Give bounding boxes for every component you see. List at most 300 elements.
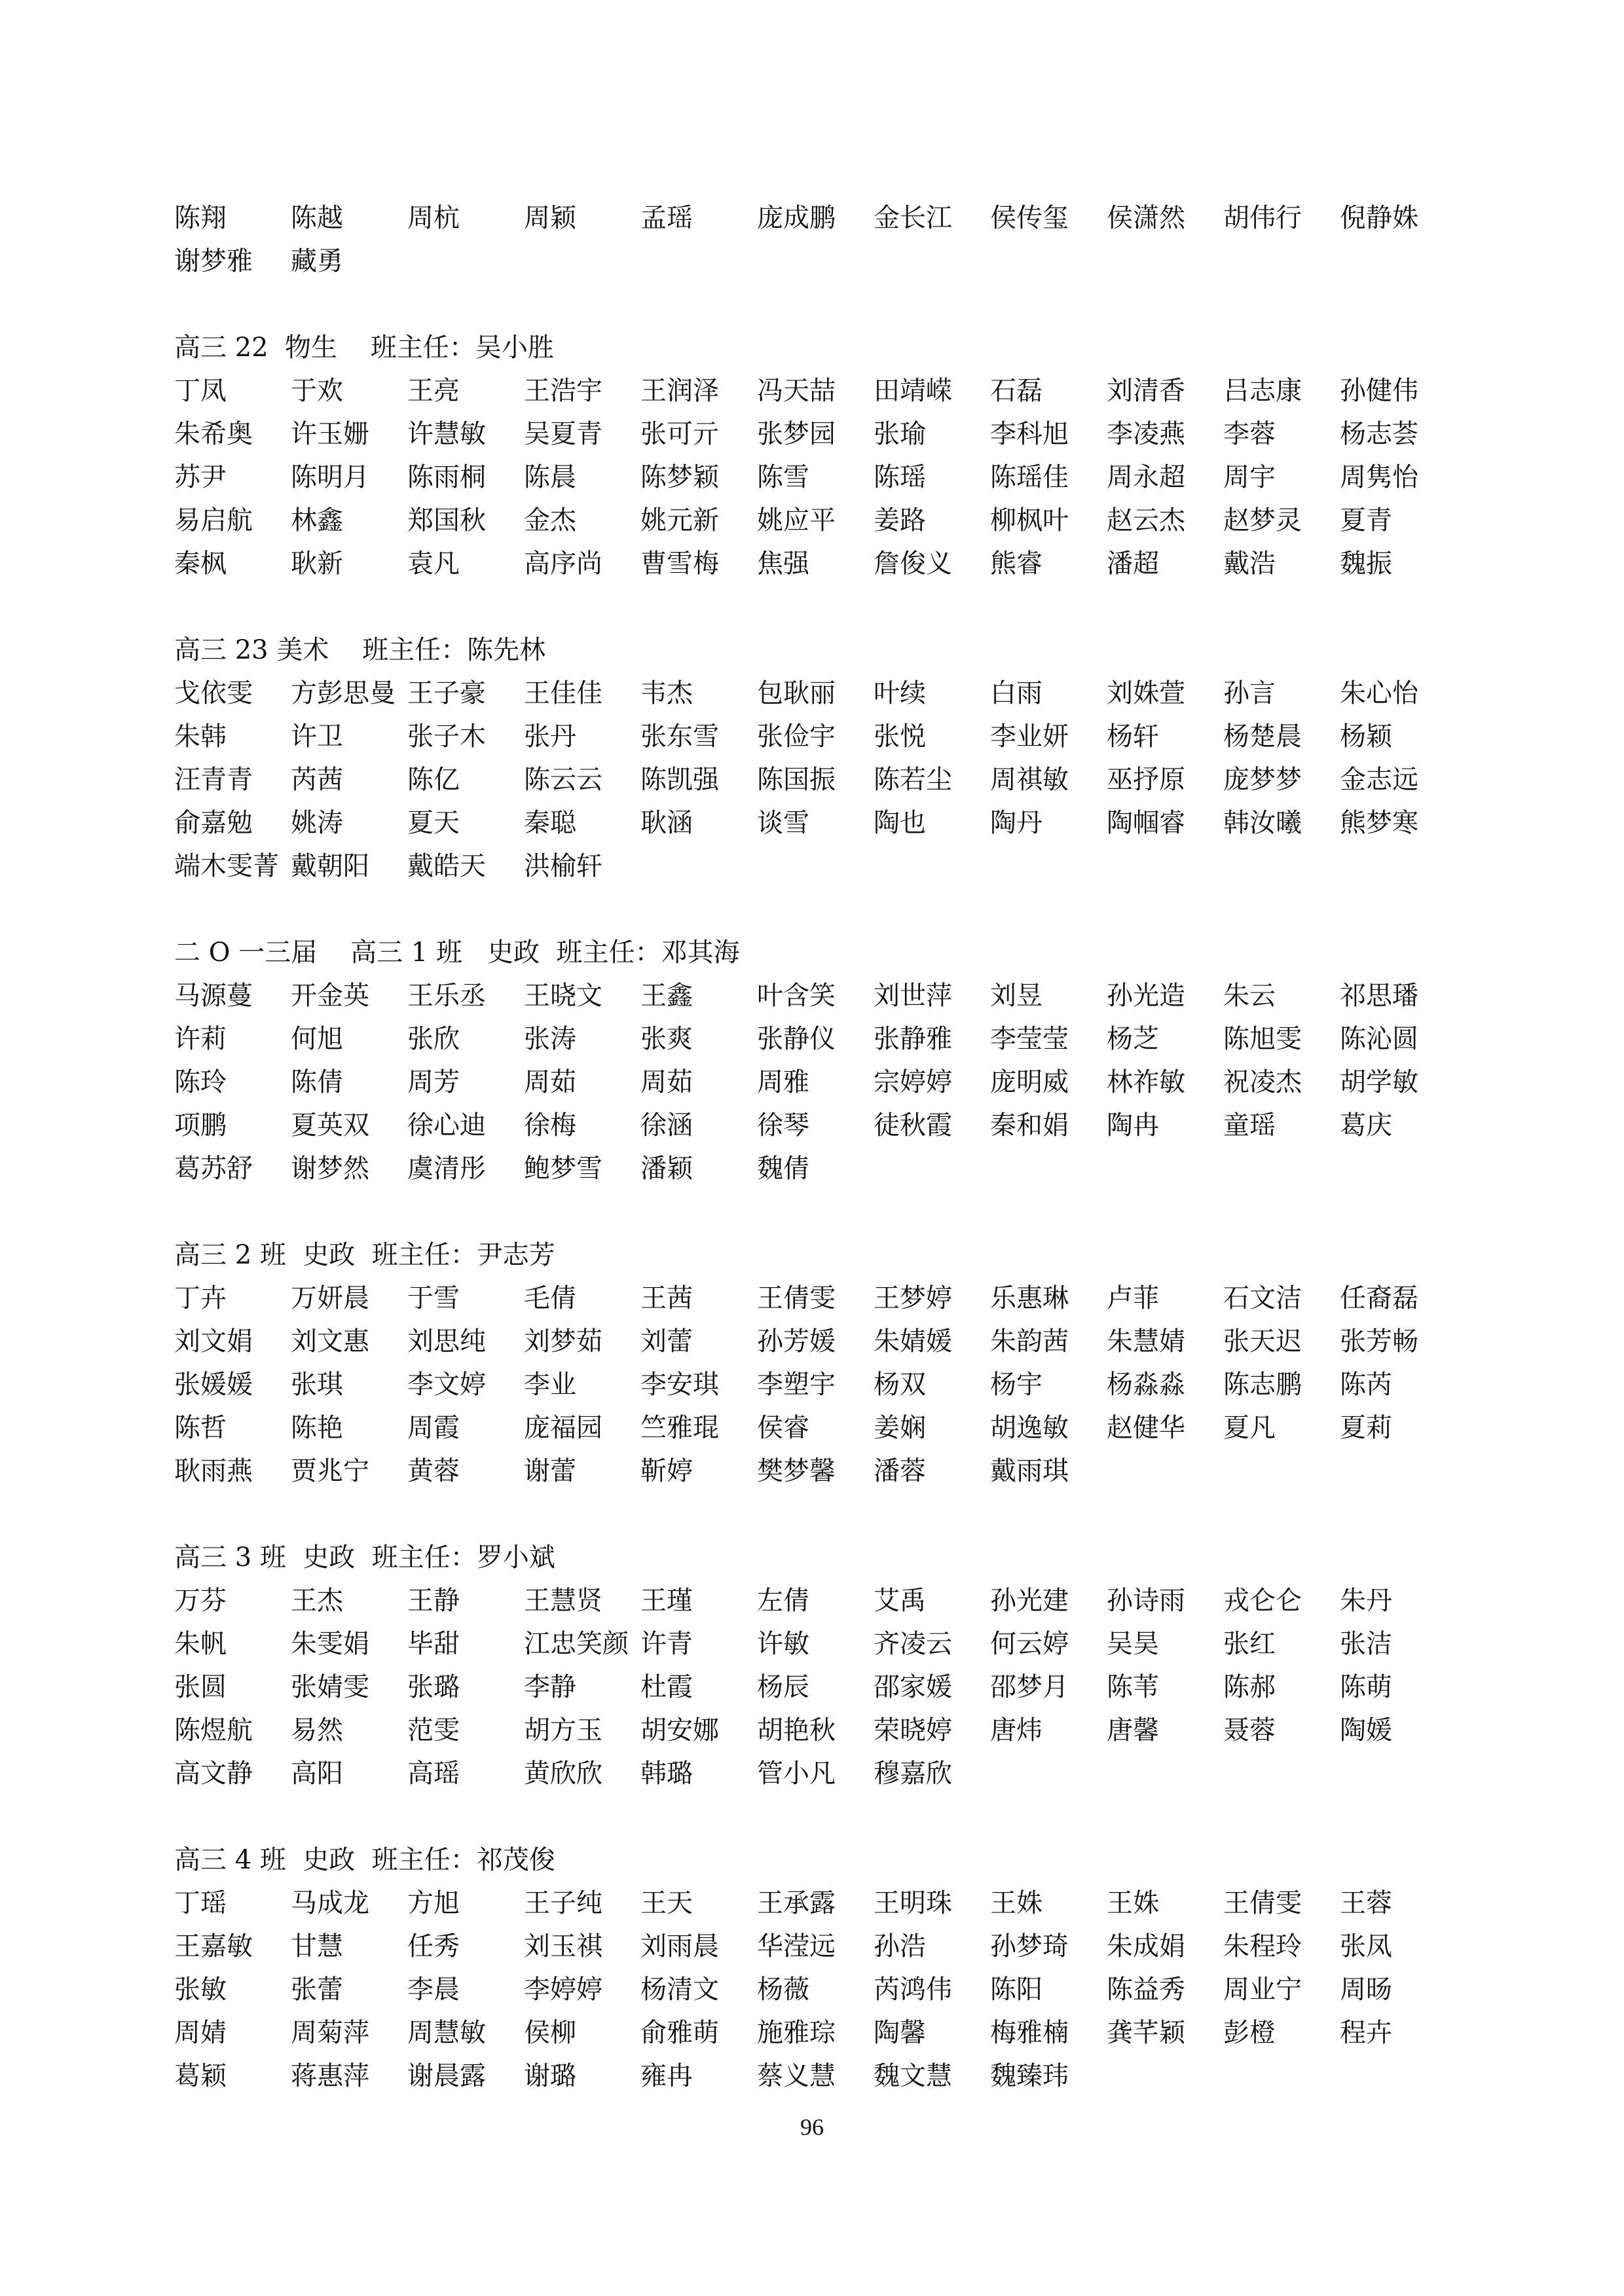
- page-number: 96: [800, 2114, 824, 2140]
- student-name: 曹雪梅: [640, 549, 719, 579]
- student-name: 陈倩: [291, 1067, 343, 1097]
- student-name: 熊睿: [990, 549, 1043, 579]
- student-name: 陈凯强: [640, 765, 719, 795]
- student-name: 张爽: [640, 1024, 693, 1054]
- student-name: 陈雪: [757, 462, 809, 492]
- student-name: 王慧贤: [524, 1586, 602, 1616]
- student-name: 朱慧婧: [1107, 1326, 1185, 1357]
- student-name: 俞雅萌: [640, 2018, 719, 2048]
- student-name: 陈国振: [757, 765, 836, 795]
- student-name: 蒋惠萍: [291, 2061, 369, 2091]
- student-name: 刘玉祺: [524, 1931, 602, 1961]
- student-name: 端木雯菁: [174, 851, 279, 881]
- student-name: 夏青: [1340, 505, 1392, 536]
- student-name: 刘世萍: [874, 981, 952, 1011]
- student-name: 管小凡: [757, 1758, 836, 1789]
- student-name: 谈雪: [757, 808, 809, 838]
- class-section: [174, 629, 1484, 888]
- student-name: 朱丹: [1340, 1586, 1392, 1616]
- student-name: 陈明月: [291, 462, 369, 492]
- student-name: 王鑫: [640, 981, 693, 1011]
- student-name: 李婷婷: [524, 1975, 602, 2005]
- student-name: 周业宁: [1223, 1975, 1302, 2005]
- student-name: 王乐丞: [407, 981, 486, 1011]
- student-name: 许敏: [757, 1629, 809, 1659]
- student-name: 高文静: [174, 1758, 253, 1789]
- student-name: 张婧雯: [291, 1672, 369, 1702]
- name-row: [174, 715, 1484, 758]
- name-row: [174, 672, 1484, 715]
- student-name: 谢璐: [524, 2061, 576, 2091]
- student-name: 朱成娟: [1107, 1931, 1185, 1961]
- student-name: 乐惠琳: [990, 1283, 1069, 1313]
- student-name: 周芳: [407, 1067, 460, 1097]
- student-name: 李塑宇: [757, 1370, 836, 1400]
- student-name: 陈苇: [1107, 1672, 1159, 1702]
- student-name: 葛颖: [174, 2061, 227, 2091]
- student-name: 朱韩: [174, 721, 227, 752]
- student-name: 姜路: [874, 505, 926, 536]
- student-name: 许慧敏: [407, 419, 486, 449]
- student-name: 王瑾: [640, 1586, 693, 1616]
- student-name: 周颖: [524, 203, 576, 233]
- student-name: 陈志鹏: [1223, 1370, 1302, 1400]
- class-section: [174, 931, 1484, 1190]
- student-name: 秦聪: [524, 808, 576, 838]
- student-name: 丁卉: [174, 1283, 227, 1313]
- student-name: 方旭: [407, 1888, 460, 1918]
- student-name: 王倩雯: [1223, 1888, 1302, 1918]
- student-name: 程卉: [1340, 2018, 1392, 2048]
- student-name: 戴雨琪: [990, 1456, 1069, 1486]
- student-name: 祝凌杰: [1223, 1067, 1302, 1097]
- name-row: [174, 1622, 1484, 1666]
- name-row: [174, 240, 1484, 283]
- student-name: 任秀: [407, 1931, 460, 1961]
- student-name: 杨楚晨: [1223, 721, 1302, 752]
- student-name: 王杰: [291, 1586, 343, 1616]
- student-name: 石磊: [990, 376, 1043, 406]
- student-name: 蔡义慧: [757, 2061, 836, 2091]
- name-row: [174, 196, 1484, 240]
- student-name: 张敏: [174, 1975, 227, 2005]
- student-name: 陈艳: [291, 1413, 343, 1443]
- student-name: 耿涵: [640, 808, 693, 838]
- class-heading: 高三 23 美术 班主任：陈先林: [174, 635, 546, 665]
- name-row: [174, 1363, 1484, 1406]
- student-name: 杨志荟: [1340, 419, 1418, 449]
- class-section: [174, 326, 1484, 585]
- student-name: 徐涵: [640, 1110, 693, 1140]
- student-name: 丁凤: [174, 376, 227, 406]
- name-row: [174, 499, 1484, 542]
- student-name: 侯睿: [757, 1413, 809, 1443]
- student-name: 张子木: [407, 721, 486, 752]
- name-row: [174, 1104, 1484, 1147]
- student-name: 耿雨燕: [174, 1456, 253, 1486]
- student-name: 徐心迪: [407, 1110, 486, 1140]
- student-name: 戈依雯: [174, 678, 253, 708]
- student-name: 夏英双: [291, 1110, 369, 1140]
- student-name: 何旭: [291, 1024, 343, 1054]
- student-name: 石文洁: [1223, 1283, 1302, 1313]
- student-name: 杨淼淼: [1107, 1370, 1185, 1400]
- student-name: 张璐: [407, 1672, 460, 1702]
- student-name: 吴夏青: [524, 419, 602, 449]
- student-name: 穆嘉欣: [874, 1758, 952, 1789]
- student-name: 邵梦月: [990, 1672, 1069, 1702]
- student-name: 江忠笑颜: [524, 1629, 629, 1659]
- student-name: 庞福园: [524, 1413, 602, 1443]
- student-name: 葛庆: [1340, 1110, 1392, 1140]
- student-name: 杨薇: [757, 1975, 809, 2005]
- student-name: 李凌燕: [1107, 419, 1185, 449]
- student-name: 芮茜: [291, 765, 343, 795]
- student-name: 张媛媛: [174, 1370, 253, 1400]
- student-name: 孙芳媛: [757, 1326, 836, 1357]
- student-name: 张欣: [407, 1024, 460, 1054]
- student-name: 张静雅: [874, 1024, 952, 1054]
- name-row: [174, 1709, 1484, 1752]
- name-row: [174, 412, 1484, 456]
- student-name: 刘姝萱: [1107, 678, 1185, 708]
- student-name: 叶含笑: [757, 981, 836, 1011]
- student-name: 刘清香: [1107, 376, 1185, 406]
- student-name: 陶媛: [1340, 1715, 1392, 1745]
- student-name: 樊梦馨: [757, 1456, 836, 1486]
- student-name: 韦杰: [640, 678, 693, 708]
- student-name: 杜霞: [640, 1672, 693, 1702]
- student-name: 黄欣欣: [524, 1758, 602, 1789]
- student-name: 马源蔓: [174, 981, 253, 1011]
- student-name: 刘文惠: [291, 1326, 369, 1357]
- student-name: 孙光建: [990, 1586, 1069, 1616]
- student-name: 葛苏舒: [174, 1154, 253, 1184]
- student-name: 魏文慧: [874, 2061, 952, 2091]
- student-name: 詹俊义: [874, 549, 952, 579]
- student-name: 赵云杰: [1107, 505, 1185, 536]
- student-name: 高瑶: [407, 1758, 460, 1789]
- student-name: 宗婷婷: [874, 1067, 952, 1097]
- student-name: 周祺敏: [990, 765, 1069, 795]
- student-name: 周慧敏: [407, 2018, 486, 2048]
- student-name: 戴朝阳: [291, 851, 369, 881]
- student-name: 张梦园: [757, 419, 836, 449]
- student-name: 陈瑶: [874, 462, 926, 492]
- student-name: 胡伟行: [1223, 203, 1302, 233]
- student-name: 林鑫: [291, 505, 343, 536]
- student-name: 秦和娟: [990, 1110, 1069, 1140]
- student-name: 姚应平: [757, 505, 836, 536]
- student-name: 孙浩: [874, 1931, 926, 1961]
- student-name: 范雯: [407, 1715, 460, 1745]
- name-row: [174, 456, 1484, 499]
- class-heading: 高三 2 班 史政 班主任：尹志芳: [174, 1240, 555, 1270]
- student-name: 胡学敏: [1340, 1067, 1418, 1097]
- student-name: 洪榆轩: [524, 851, 602, 881]
- student-name: 朱韵茜: [990, 1326, 1069, 1357]
- student-name: 徐梅: [524, 1110, 576, 1140]
- student-name: 万妍晨: [291, 1283, 369, 1313]
- student-name: 陈旭雯: [1223, 1024, 1302, 1054]
- student-name: 张蕾: [291, 1975, 343, 2005]
- class-section: [174, 1536, 1484, 1795]
- student-name: 张红: [1223, 1629, 1276, 1659]
- student-name: 荣晓婷: [874, 1715, 952, 1745]
- student-name: 潘蓉: [874, 1456, 926, 1486]
- name-row: [174, 974, 1484, 1017]
- student-name: 华滢远: [757, 1931, 836, 1961]
- class-roster: [174, 196, 1484, 2141]
- student-name: 刘梦茹: [524, 1326, 602, 1357]
- student-name: 毕甜: [407, 1629, 460, 1659]
- student-name: 庞明威: [990, 1067, 1069, 1097]
- student-name: 彭橙: [1223, 2018, 1276, 2048]
- student-name: 陈亿: [407, 765, 460, 795]
- student-name: 陶馨: [874, 2018, 926, 2048]
- student-name: 孙梦琦: [990, 1931, 1069, 1961]
- student-name: 周婧: [174, 2018, 227, 2048]
- student-name: 周宇: [1223, 462, 1276, 492]
- student-name: 孟瑶: [640, 203, 693, 233]
- name-row: [174, 1320, 1484, 1363]
- name-row: [174, 369, 1484, 412]
- student-name: 潘颖: [640, 1154, 693, 1184]
- student-name: 邵家媛: [874, 1672, 952, 1702]
- student-name: 许玉姗: [291, 419, 369, 449]
- student-name: 朱程玲: [1223, 1931, 1302, 1961]
- student-name: 项鹏: [174, 1110, 227, 1140]
- student-name: 周霞: [407, 1413, 460, 1443]
- student-name: 王浩宇: [524, 376, 602, 406]
- student-name: 庞梦梦: [1223, 765, 1302, 795]
- student-name: 王承露: [757, 1888, 836, 1918]
- student-name: 张琪: [291, 1370, 343, 1400]
- student-name: 张天迟: [1223, 1326, 1302, 1357]
- student-name: 汪青青: [174, 765, 253, 795]
- student-name: 李科旭: [990, 419, 1069, 449]
- student-name: 毛倩: [524, 1283, 576, 1313]
- student-name: 夏莉: [1340, 1413, 1392, 1443]
- student-name: 李安琪: [640, 1370, 719, 1400]
- student-name: 陈郝: [1223, 1672, 1276, 1702]
- student-name: 侯柳: [524, 2018, 576, 2048]
- student-name: 魏倩: [757, 1154, 809, 1184]
- student-name: 高序尚: [524, 549, 602, 579]
- class-heading: 高三 4 班 史政 班主任：祁茂俊: [174, 1845, 555, 1875]
- student-name: 张涛: [524, 1024, 576, 1054]
- student-name: 谢梦然: [291, 1154, 369, 1184]
- student-name: 陈益秀: [1107, 1975, 1185, 2005]
- student-name: 何云婷: [990, 1629, 1069, 1659]
- student-name: 徐琴: [757, 1110, 809, 1140]
- student-name: 谢梦雅: [174, 246, 253, 276]
- student-name: 胡逸敏: [990, 1413, 1069, 1443]
- student-name: 黄蓉: [407, 1456, 460, 1486]
- student-name: 许卫: [291, 721, 343, 752]
- name-row: [174, 1061, 1484, 1104]
- student-name: 谢晨露: [407, 2061, 486, 2091]
- student-name: 王嘉敏: [174, 1931, 253, 1961]
- student-name: 柳枫叶: [990, 505, 1069, 536]
- name-row: [174, 1277, 1484, 1320]
- student-name: 陈沁圆: [1340, 1024, 1418, 1054]
- student-name: 芮鸿伟: [874, 1975, 952, 2005]
- student-name: 朱云: [1223, 981, 1276, 1011]
- student-name: 潘超: [1107, 549, 1159, 579]
- student-name: 张圆: [174, 1672, 227, 1702]
- student-name: 张洁: [1340, 1629, 1392, 1659]
- student-name: 于雪: [407, 1283, 460, 1313]
- student-name: 白雨: [990, 678, 1043, 708]
- student-name: 张东雪: [640, 721, 719, 752]
- student-name: 胡安娜: [640, 1715, 719, 1745]
- student-name: 赵梦灵: [1223, 505, 1302, 536]
- student-name: 孙健伟: [1340, 376, 1418, 406]
- student-name: 戴浩: [1223, 549, 1276, 579]
- name-row: [174, 1579, 1484, 1622]
- student-name: 张悦: [874, 721, 926, 752]
- student-name: 陈翔: [174, 203, 227, 233]
- student-name: 李文婷: [407, 1370, 486, 1400]
- student-name: 夏凡: [1223, 1413, 1276, 1443]
- student-name: 高阳: [291, 1758, 343, 1789]
- student-name: 胡艳秋: [757, 1715, 836, 1745]
- student-name: 陈云云: [524, 765, 602, 795]
- student-name: 陶帼睿: [1107, 808, 1185, 838]
- student-name: 周永超: [1107, 462, 1185, 492]
- student-name: 周旸: [1340, 1975, 1392, 2005]
- student-name: 陈晨: [524, 462, 576, 492]
- student-name: 夏天: [407, 808, 460, 838]
- student-name: 田靖嵘: [874, 376, 952, 406]
- student-name: 袁凡: [407, 549, 460, 579]
- student-name: 雍冉: [640, 2061, 693, 2091]
- student-name: 鲍梦雪: [524, 1154, 602, 1184]
- class-heading: 高三 3 班 史政 班主任：罗小斌: [174, 1542, 555, 1573]
- student-name: 陈阳: [990, 1975, 1043, 2005]
- student-name: 杨辰: [757, 1672, 809, 1702]
- student-name: 刘思纯: [407, 1326, 486, 1357]
- student-name: 李晨: [407, 1975, 460, 2005]
- student-name: 易启航: [174, 505, 253, 536]
- class-section: [174, 196, 1484, 283]
- student-name: 徒秋霞: [874, 1110, 952, 1140]
- student-name: 林祚敏: [1107, 1067, 1185, 1097]
- name-row: [174, 1752, 1484, 1795]
- class-section: [174, 1838, 1484, 2098]
- student-name: 王梦婷: [874, 1283, 952, 1313]
- student-name: 藏勇: [291, 246, 343, 276]
- name-row: [174, 1968, 1484, 2011]
- name-row: [174, 2011, 1484, 2054]
- student-name: 甘慧: [291, 1931, 343, 1961]
- student-name: 左倩: [757, 1586, 809, 1616]
- name-row: [174, 542, 1484, 585]
- student-name: 周隽怡: [1340, 462, 1418, 492]
- student-name: 张可亓: [640, 419, 719, 449]
- student-name: 马成龙: [291, 1888, 369, 1918]
- student-name: 李静: [524, 1672, 576, 1702]
- student-name: 王佳佳: [524, 678, 602, 708]
- student-name: 张瑜: [874, 419, 926, 449]
- student-name: 王倩雯: [757, 1283, 836, 1313]
- student-name: 朱心怡: [1340, 678, 1418, 708]
- student-name: 叶续: [874, 678, 926, 708]
- student-name: 张凤: [1340, 1931, 1392, 1961]
- student-name: 姚元新: [640, 505, 719, 536]
- student-name: 刘蕾: [640, 1326, 693, 1357]
- student-name: 吕志康: [1223, 376, 1302, 406]
- student-name: 聂蓉: [1223, 1715, 1276, 1745]
- student-name: 焦强: [757, 549, 809, 579]
- name-row: [174, 845, 1484, 888]
- student-name: 王茜: [640, 1283, 693, 1313]
- student-name: 唐炜: [990, 1715, 1043, 1745]
- student-name: 耿新: [291, 549, 343, 579]
- student-name: 任裔磊: [1340, 1283, 1418, 1313]
- student-name: 陈萌: [1340, 1672, 1392, 1702]
- student-name: 杨双: [874, 1370, 926, 1400]
- student-name: 杨轩: [1107, 721, 1159, 752]
- student-name: 俞嘉勉: [174, 808, 253, 838]
- student-name: 王晓文: [524, 981, 602, 1011]
- student-name: 姚涛: [291, 808, 343, 838]
- student-name: 胡方玉: [524, 1715, 602, 1745]
- student-name: 方彭思曼: [291, 678, 396, 708]
- student-name: 王子纯: [524, 1888, 602, 1918]
- student-name: 周菊萍: [291, 2018, 369, 2048]
- student-name: 卢菲: [1107, 1283, 1159, 1313]
- name-row: [174, 1925, 1484, 1968]
- student-name: 陈哲: [174, 1413, 227, 1443]
- student-name: 包耿丽: [757, 678, 836, 708]
- student-name: 王天: [640, 1888, 693, 1918]
- student-name: 朱婧媛: [874, 1326, 952, 1357]
- student-name: 魏振: [1340, 549, 1392, 579]
- student-name: 王静: [407, 1586, 460, 1616]
- student-name: 陈玲: [174, 1067, 227, 1097]
- student-name: 张静仪: [757, 1024, 836, 1054]
- student-name: 陈梦颖: [640, 462, 719, 492]
- student-name: 刘昱: [990, 981, 1043, 1011]
- student-name: 艾禹: [874, 1586, 926, 1616]
- student-name: 孙言: [1223, 678, 1276, 708]
- student-name: 许莉: [174, 1024, 227, 1054]
- student-name: 戴皓天: [407, 851, 486, 881]
- name-row: [174, 1449, 1484, 1493]
- student-name: 周雅: [757, 1067, 809, 1097]
- student-name: 竺雅琨: [640, 1413, 719, 1443]
- student-name: 李业: [524, 1370, 576, 1400]
- student-name: 张丹: [524, 721, 576, 752]
- student-name: 苏尹: [174, 462, 227, 492]
- student-name: 施雅琮: [757, 2018, 836, 2048]
- student-name: 侯传玺: [990, 203, 1069, 233]
- student-name: 王姝: [990, 1888, 1043, 1918]
- student-name: 杨清文: [640, 1975, 719, 2005]
- student-name: 金长江: [874, 203, 952, 233]
- name-row: [174, 758, 1484, 801]
- name-row: [174, 1406, 1484, 1449]
- student-name: 王蓉: [1340, 1888, 1392, 1918]
- student-name: 王子豪: [407, 678, 486, 708]
- student-name: 孙诗雨: [1107, 1586, 1185, 1616]
- student-name: 杨颖: [1340, 721, 1392, 752]
- student-name: 周茹: [524, 1067, 576, 1097]
- student-name: 祁思璠: [1340, 981, 1418, 1011]
- student-name: 童瑶: [1223, 1110, 1276, 1140]
